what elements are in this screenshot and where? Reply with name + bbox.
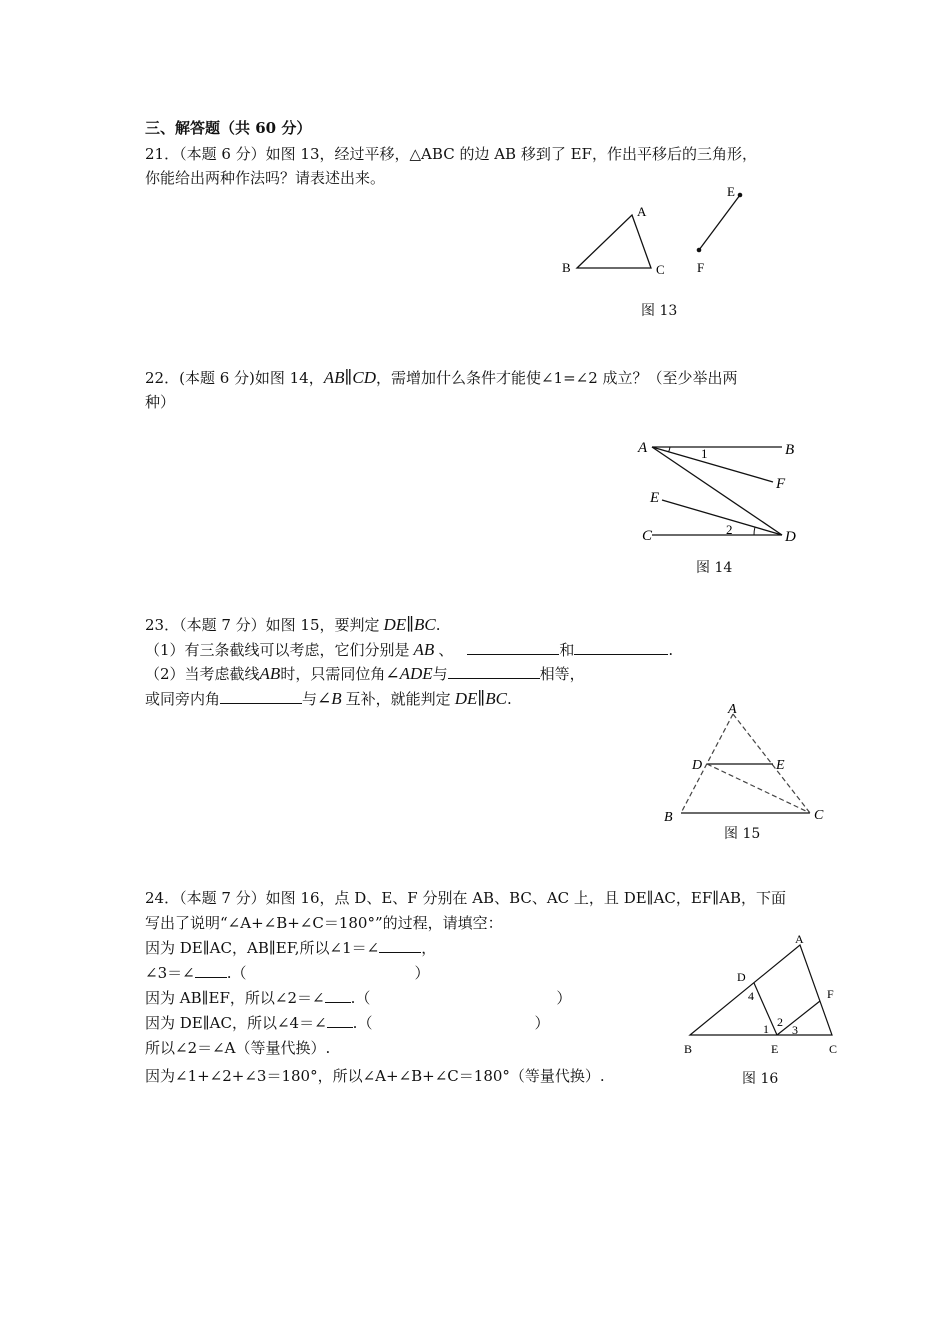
q24-line6: 因为 DE∥AC，所以∠4＝∠ .（ ） <box>145 1014 550 1032</box>
q24-blank-4[interactable] <box>327 1013 353 1028</box>
label-angle-4: 4 <box>748 989 754 1003</box>
label-a: A <box>638 440 648 456</box>
q23-line2: （1）有三条截线可以考虑，它们分别是 AB 、 和 . <box>145 640 674 659</box>
caption-14: 图 14 <box>696 560 733 576</box>
q24-blank-2[interactable] <box>195 963 227 978</box>
q23-blank-4[interactable] <box>220 689 302 704</box>
q24-blank-3[interactable] <box>325 988 351 1003</box>
label-e: E <box>771 1042 779 1056</box>
label-d: D <box>737 970 746 984</box>
figure-15 <box>660 700 830 825</box>
q23-blank-2[interactable] <box>574 640 668 655</box>
point-f <box>697 248 702 253</box>
label-f: F <box>776 476 786 492</box>
figure-14 <box>630 430 810 555</box>
angle-1-arc <box>669 447 671 452</box>
label-b: B <box>562 260 571 275</box>
label-e: E <box>727 184 735 199</box>
label-angle-1: 1 <box>763 1022 769 1036</box>
segment-dc <box>707 764 810 813</box>
q24-line2: 写出了说明“∠A+∠B+∠C＝180°”的过程，请填空： <box>145 914 503 932</box>
q23-line3: （2）当考虑截线AB时，只需同位角∠ADE与 相等， <box>145 664 585 683</box>
point-e <box>738 193 743 198</box>
caption-16: 图 16 <box>742 1071 779 1087</box>
q23-line1: 23．（本题 7 分）如图 15，要判定 DE∥BC. <box>145 615 441 634</box>
label-c: C <box>656 262 665 277</box>
q23-blank-3[interactable] <box>448 664 540 679</box>
q24-line1: 24．（本题 7 分）如图 16，点 D、E、F 分别在 AB、BC、AC 上，且 DE∥AC，EF∥AB，下面 <box>145 889 787 907</box>
q22-line2: 种） <box>145 393 176 411</box>
segment-ef <box>777 1001 820 1035</box>
label-angle-2: 2 <box>777 1015 783 1029</box>
label-a: A <box>728 702 737 717</box>
q23-line4: 或同旁内角 与∠B 互补，就能判定 DE∥BC. <box>145 689 512 708</box>
line-af <box>652 447 773 482</box>
label-a: A <box>637 204 647 219</box>
label-f: F <box>827 987 834 1001</box>
label-d: D <box>785 529 796 545</box>
q21-line2: 你能给出两种作法吗？请表述出来。 <box>145 169 386 187</box>
label-angle-3: 3 <box>792 1023 798 1037</box>
label-angle-1: 1 <box>701 446 708 461</box>
triangle-abc <box>577 215 651 268</box>
section-title: 三、解答题（共 60 分） <box>145 119 312 137</box>
label-angle-2: 2 <box>726 522 733 537</box>
q24-line8: 因为∠1+∠2+∠3＝180°，所以∠A+∠B+∠C＝180°（等量代换）. <box>145 1067 605 1085</box>
q24-line5: 因为 AB∥EF，所以∠2＝∠ .（ ） <box>145 989 572 1007</box>
q24-line7: 所以∠2＝∠A（等量代换）. <box>145 1039 331 1057</box>
label-c: C <box>642 528 653 544</box>
caption-15: 图 15 <box>724 826 761 842</box>
label-c: C <box>829 1042 838 1056</box>
label-d: D <box>692 758 703 773</box>
q24-line4: ∠3＝∠ .（ ） <box>145 964 430 982</box>
angle-2-arc <box>754 527 755 535</box>
segment-ef <box>699 195 740 250</box>
triangle-abc <box>690 945 832 1035</box>
figure-13 <box>555 180 765 285</box>
label-e: E <box>650 490 660 506</box>
caption-13: 图 13 <box>641 303 678 319</box>
q21-line1: 21．（本题 6 分）如图 13，经过平移，△ABC 的边 AB 移到了 EF，作出平移后的三角形， <box>145 145 757 163</box>
label-b: B <box>785 442 795 458</box>
q24-line3: 因为 DE∥AC，AB∥EF,所以∠1＝∠ ， <box>145 939 437 957</box>
label-e: E <box>776 758 785 773</box>
label-b: B <box>684 1042 693 1056</box>
label-c: C <box>814 808 824 823</box>
q23-blank-1[interactable] <box>467 640 559 655</box>
line-ad <box>652 447 782 535</box>
label-b: B <box>664 810 673 825</box>
label-a: A <box>795 932 804 946</box>
q22-line1: 22．(本题 6 分)如图 14，AB∥CD，需增加什么条件才能使∠1=∠2 成立？（至少举出两 <box>145 368 738 387</box>
label-f: F <box>697 260 705 275</box>
q24-blank-1[interactable] <box>379 938 421 953</box>
figure-16 <box>680 930 845 1060</box>
line-ed <box>662 500 782 535</box>
